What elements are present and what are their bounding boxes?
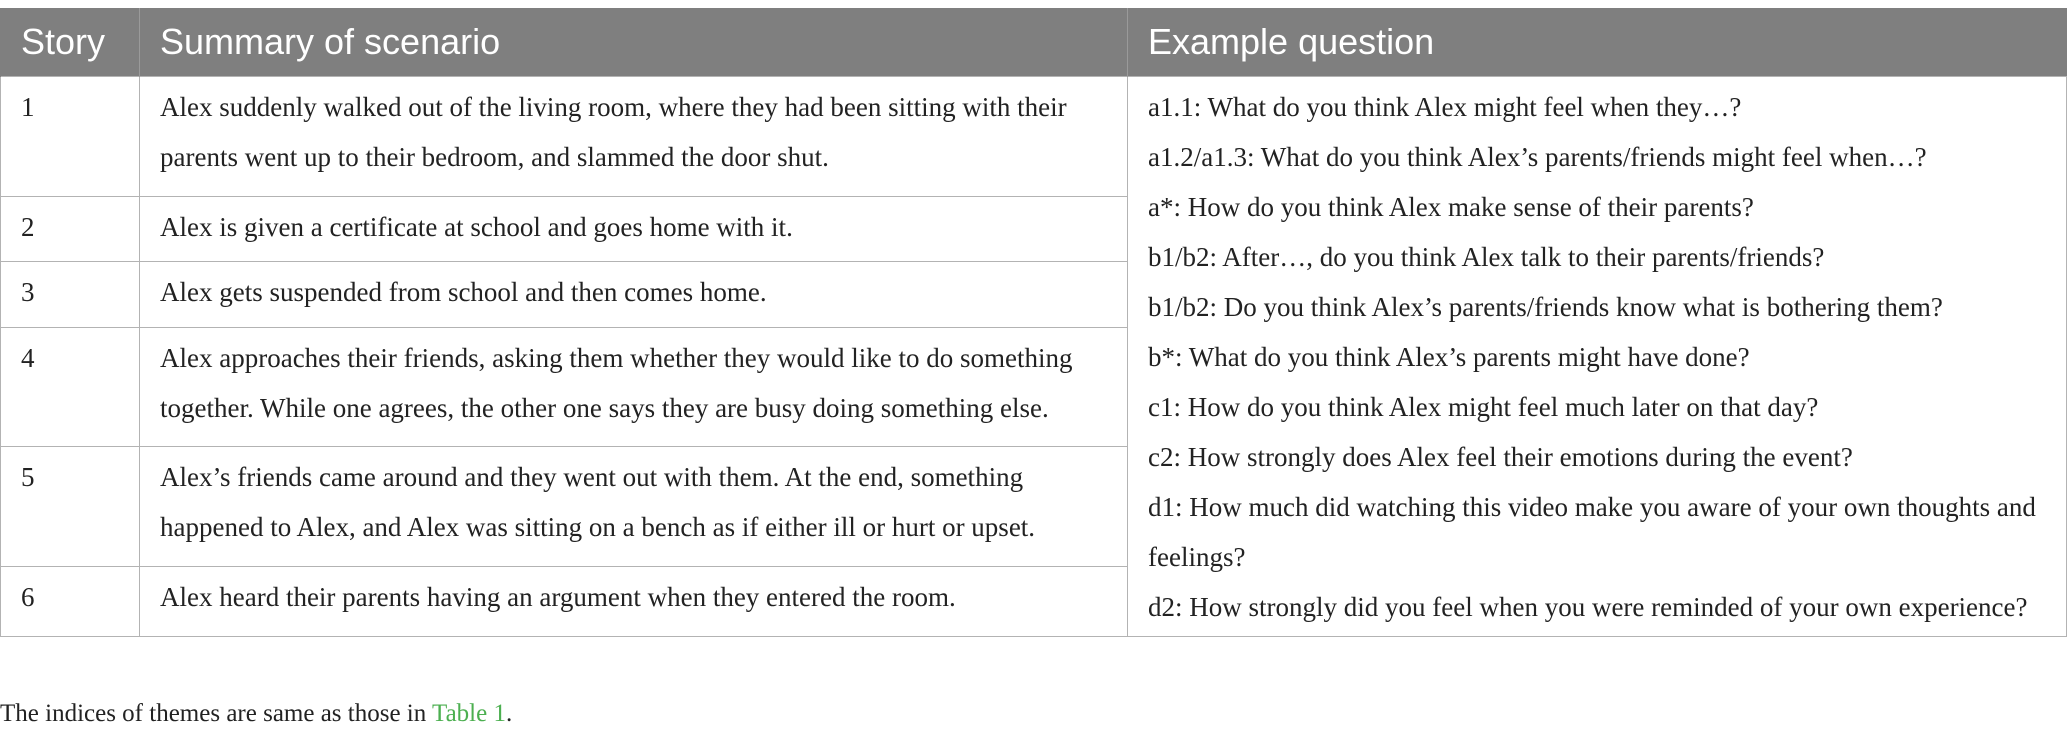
table-footnote bbox=[0, 700, 512, 728]
footnote-period: . bbox=[505, 700, 513, 727]
header-story: Story bbox=[1, 8, 140, 77]
scenario-summary: Alex approaches their friends, asking them whether they would like to do something together. While one agrees, the other one says they are busy doing something else. bbox=[140, 327, 1128, 447]
scenario-table bbox=[0, 8, 2067, 637]
question-item: a1.1: What do you think Alex might feel when they…? bbox=[1148, 92, 1742, 122]
scenario-summary: Alex suddenly walked out of the living room, where they had been sitting with their parents went up to their bedroom, and slammed the door shut. bbox=[140, 77, 1128, 197]
scenario-summary: Alex heard their parents having an argument when they entered the room. bbox=[140, 567, 1128, 637]
scenario-summary: Alex is given a certificate at school and goes home with it. bbox=[140, 196, 1128, 261]
question-item: d2: How strongly did you feel when you were reminded of your own experience? bbox=[1148, 592, 2028, 622]
scenario-summary: Alex gets suspended from school and then comes home. bbox=[140, 262, 1128, 327]
question-item: b1/b2: After…, do you think Alex talk to their parents/friends? bbox=[1148, 242, 1825, 272]
story-number: 4 bbox=[1, 327, 140, 447]
question-item: a1.2/a1.3: What do you think Alex’s parents/friends might feel when…? bbox=[1148, 142, 1927, 172]
story-number: 1 bbox=[1, 77, 140, 197]
story-number: 2 bbox=[1, 196, 140, 261]
example-questions-cell bbox=[1128, 77, 2067, 637]
question-item: c2: How strongly does Alex feel their emotions during the event? bbox=[1148, 442, 1853, 472]
table-header bbox=[1, 8, 2067, 77]
scenario-summary: Alex’s friends came around and they went out with them. At the end, something happened to Alex, and Alex was sitting on a bench as if either ill or hurt or upset. bbox=[140, 447, 1128, 567]
question-item: a*: How do you think Alex make sense of their parents? bbox=[1148, 192, 1754, 222]
question-item: b*: What do you think Alex’s parents might have done? bbox=[1148, 342, 1750, 372]
table-body bbox=[1, 77, 2067, 637]
header-example-question: Example question bbox=[1128, 8, 2067, 77]
footnote-text: The indices of themes are same as those in bbox=[0, 700, 433, 727]
table-row bbox=[1, 77, 2067, 197]
story-number: 5 bbox=[1, 447, 140, 567]
story-number: 3 bbox=[1, 262, 140, 327]
question-item: d1: How much did watching this video make you aware of your own thoughts and feelings? bbox=[1148, 492, 2036, 572]
question-item: b1/b2: Do you think Alex’s parents/friends know what is bothering them? bbox=[1148, 292, 1943, 322]
header-summary: Summary of scenario bbox=[140, 8, 1128, 77]
story-number: 6 bbox=[1, 567, 140, 637]
question-item: c1: How do you think Alex might feel much later on that day? bbox=[1148, 392, 1819, 422]
table-1-link[interactable]: Table 1 bbox=[432, 700, 506, 727]
